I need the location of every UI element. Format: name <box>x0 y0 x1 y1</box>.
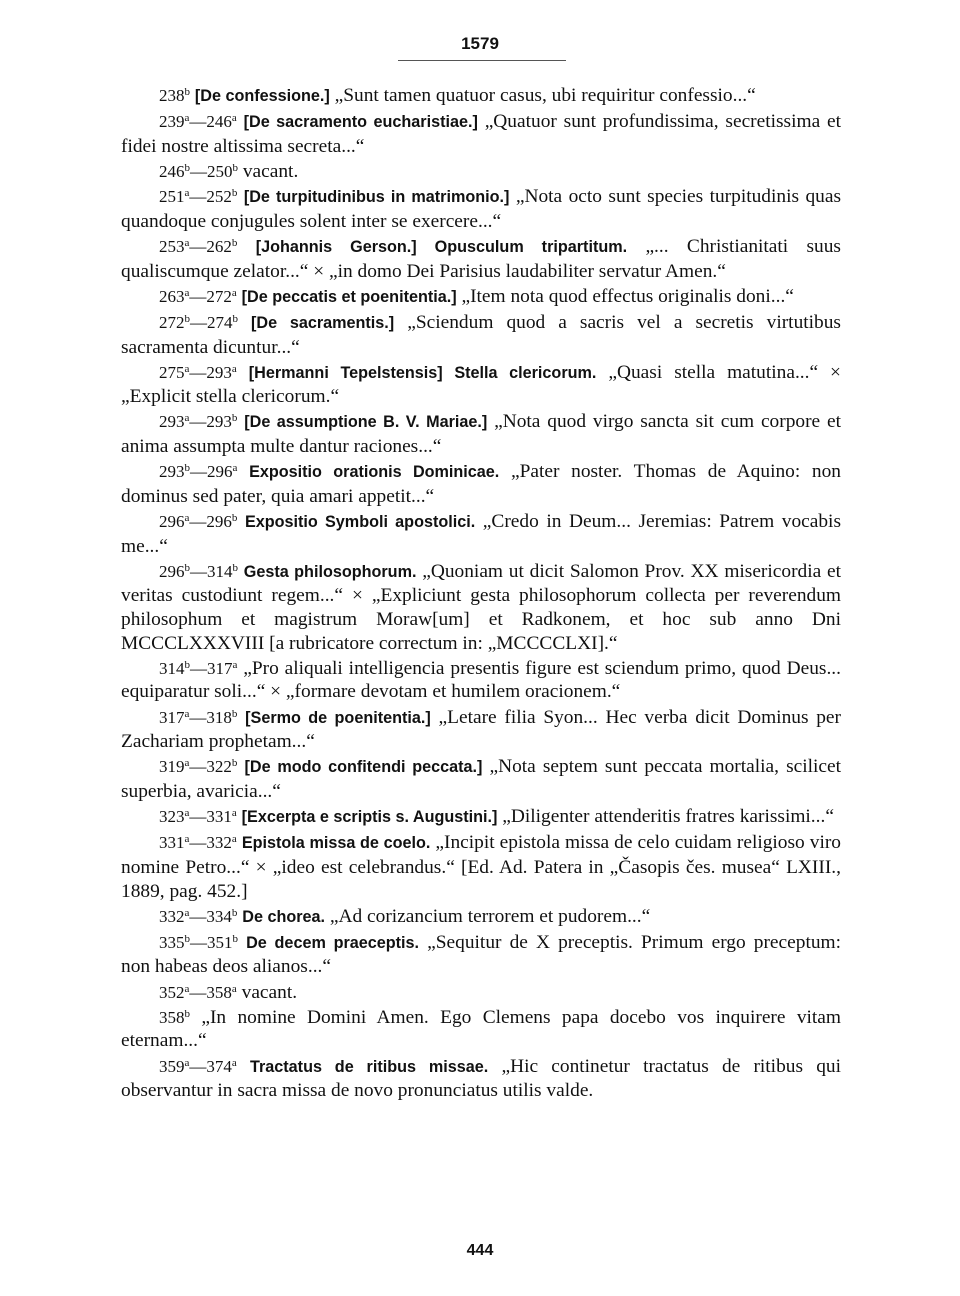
folio-range-dash: — <box>190 658 207 678</box>
folio-reference <box>159 363 237 382</box>
folio-range-dash: — <box>189 906 207 926</box>
folio-start-side: b <box>184 932 190 945</box>
entry-text: „Quoniam ut dicit Salomon Prov. XX misericordia et veritas custodiunt regem...“ × „Expliciunt gesta philosophorum collecta per reverendum philosophum et magistrum Moraw[um] et Radkonem, et hoc sub anno Dni MCCCLXXXVIII [a rubricatore correctum in: „MCCCCLXI].“ <box>121 560 841 654</box>
folio-end-side: a <box>231 362 237 375</box>
entry-title: [De assumptione B. V. Mariae.] <box>244 413 488 432</box>
catalog-entry <box>121 1055 841 1103</box>
folio-end: 274 <box>207 312 233 332</box>
entry-title: Epistola missa de coelo. <box>241 834 431 853</box>
entry-text: „Pater noster. Thomas de Aquino: non dominus sed pater, quia amari appetit...“ <box>121 461 841 507</box>
entry-text: vacant. <box>236 981 298 1003</box>
folio-reference <box>159 1057 237 1076</box>
catalog-entry <box>121 285 841 310</box>
folio-start-side: a <box>184 833 190 846</box>
folio-reference <box>159 313 238 332</box>
catalog-entry <box>121 510 841 558</box>
folio-end-side: b <box>232 161 238 174</box>
folio-reference <box>159 562 238 581</box>
folio-start-side: a <box>184 362 190 375</box>
folio-reference <box>159 983 237 1002</box>
folio-start: 253 <box>159 236 185 256</box>
folio-end: 351 <box>207 932 233 952</box>
folio-reference <box>159 659 237 678</box>
catalog-entry <box>121 361 841 409</box>
page-header-number: 1579 <box>461 34 499 53</box>
catalog-entry <box>121 185 841 233</box>
entry-title: [De modo confitendi peccata.] <box>244 758 483 777</box>
catalog-entry <box>121 805 841 830</box>
catalog-entry <box>121 831 841 903</box>
folio-reference <box>159 833 237 852</box>
folio-end-side: b <box>231 757 238 770</box>
entry-text: „Diligenter attenderitis fratres karissimi...“ <box>497 806 834 828</box>
folio-start-side: b <box>184 1007 190 1020</box>
folio-reference <box>159 412 237 431</box>
folio-range-dash: — <box>189 112 207 132</box>
folio-end-side: a <box>231 286 237 299</box>
folio-start-side: a <box>184 512 190 525</box>
folio-reference <box>159 1008 190 1027</box>
folio-end-side: a <box>232 658 238 671</box>
folio-end-side: b <box>232 561 238 574</box>
header-rule <box>398 60 566 61</box>
folio-start: 358 <box>159 1007 185 1027</box>
folio-end: 322 <box>206 757 232 777</box>
folio-start: 251 <box>159 187 185 207</box>
folio-end-side: b <box>231 187 238 200</box>
catalog-entry <box>121 84 841 109</box>
entry-title: Gesta philosophorum. <box>243 562 417 581</box>
folio-start: 239 <box>159 112 185 132</box>
folio-reference <box>159 907 237 926</box>
folio-end: 246 <box>206 112 232 132</box>
folio-range-dash: — <box>189 512 207 532</box>
entry-text: „In nomine Domini Amen. Ego Clemens papa docebo vos inquirere vitam eternam...“ <box>121 1006 841 1052</box>
folio-reference <box>159 162 238 181</box>
folio-start: 323 <box>159 807 185 827</box>
folio-end: 296 <box>206 512 232 532</box>
folio-start-side: a <box>184 112 190 125</box>
entry-text: „... Christianitati suus qualiscumque zelator...“ × „in domo Dei Parisius laudabiliter servatur Amen.“ <box>121 235 841 282</box>
folio-start: 352 <box>159 982 185 1002</box>
folio-end-side: a <box>231 807 237 820</box>
folio-range-dash: — <box>189 982 207 1002</box>
folio-start-side: a <box>184 757 190 770</box>
entry-title: [Hermanni Tepelstensis] Stella clericorum. <box>248 363 597 382</box>
folio-end: 332 <box>206 833 232 853</box>
folio-start: 332 <box>159 906 185 926</box>
folio-range-dash: — <box>189 187 207 207</box>
folio-range-dash: — <box>189 1056 207 1076</box>
folio-start-side: a <box>184 286 190 299</box>
entry-title: [De sacramento eucharistiae.] <box>243 113 478 132</box>
folio-start: 314 <box>159 658 185 678</box>
folio-start: 293 <box>159 412 185 432</box>
folio-end: 331 <box>206 807 232 827</box>
catalog-entry <box>121 657 841 704</box>
folio-end: 296 <box>207 462 233 482</box>
folio-range-dash: — <box>190 161 207 181</box>
entry-title: Expositio Symboli apostolici. <box>244 513 476 532</box>
folio-start: 296 <box>159 561 185 581</box>
folio-start: 238 <box>159 86 185 105</box>
folio-reference <box>159 933 238 952</box>
folio-start-side: a <box>184 807 190 820</box>
folio-reference <box>159 757 237 776</box>
folio-end-side: b <box>232 932 238 945</box>
entry-text: „Nota octo sunt species turpitudinis quas quandoque conjugules solent inter se exercere...“ <box>121 186 841 232</box>
folio-reference <box>159 462 237 481</box>
folio-end: 272 <box>206 286 232 306</box>
catalog-entry <box>121 311 841 359</box>
folio-start-side: b <box>184 161 190 174</box>
entry-title: De decem praeceptis. <box>246 933 420 952</box>
catalog-entry <box>121 460 841 508</box>
entry-title: [De turpitudinibus in matrimonio.] <box>243 188 510 207</box>
folio-range-dash: — <box>189 362 207 382</box>
entry-title: [Johannis Gerson.] Opusculum tripartitum. <box>255 237 628 256</box>
folio-start-side: a <box>184 906 190 919</box>
folio-end: 318 <box>206 707 232 727</box>
folio-reference <box>159 187 237 206</box>
catalog-entries <box>121 84 841 1104</box>
folio-range-dash: — <box>190 462 207 482</box>
folio-start: 246 <box>159 161 185 181</box>
entry-text: „Nota quod virgo sancta sit cum corpore et anima assumpta multe dantur raciones...“ <box>121 411 841 458</box>
folio-reference <box>159 512 237 531</box>
folio-start-side: a <box>184 982 190 995</box>
folio-end-side: b <box>231 236 238 249</box>
folio-range-dash: — <box>190 312 207 332</box>
catalog-entry <box>121 905 841 930</box>
entry-text: „Quasi stella matutina...“ × „Explicit stella clericorum.“ <box>121 361 841 408</box>
entry-text: „Item nota quod effectus originalis doni...“ <box>456 285 794 307</box>
folio-start-side: a <box>184 236 190 249</box>
catalog-entry <box>121 235 841 283</box>
folio-start: 331 <box>159 833 185 853</box>
folio-start-side: a <box>184 187 190 200</box>
folio-start: 319 <box>159 757 185 777</box>
folio-end-side: a <box>232 462 238 475</box>
folio-end-side: b <box>231 906 238 919</box>
folio-end-side: a <box>231 1056 237 1069</box>
folio-reference <box>159 86 190 105</box>
folio-range-dash: — <box>189 412 207 432</box>
folio-start-side: b <box>184 561 190 574</box>
folio-reference <box>159 112 237 131</box>
catalog-entry <box>121 410 841 458</box>
catalog-entry <box>121 560 841 655</box>
entry-title: Expositio orationis Dominicae. <box>249 463 500 482</box>
entry-title: [De confessione.] <box>194 87 330 105</box>
folio-end-side: a <box>231 112 237 125</box>
folio-start-side: a <box>184 1056 190 1069</box>
folio-range-dash: — <box>190 561 207 581</box>
catalog-entry <box>121 1006 841 1053</box>
entry-title: [De peccatis et poenitentia.] <box>241 287 457 306</box>
folio-end: 252 <box>206 187 232 207</box>
catalog-entry <box>121 755 841 803</box>
entry-text: „Incipit epistola missa de celo cuidam religioso viro nomine Petro...“ × „ideo est celebrandus.“ [Ed. Ad. Patera in „Časopis čes. musea“ LXIII., 1889, pag. 452.] <box>121 832 841 902</box>
folio-reference <box>159 708 237 727</box>
folio-reference <box>159 287 237 306</box>
catalog-entry <box>121 981 841 1005</box>
entry-text: „Letare filia Syon... Hec verba dicit Dominus per Zachariam prophetam...“ <box>121 706 841 753</box>
entry-text: „Ad corizancium terrorem et pudorem...“ <box>325 905 651 927</box>
entry-text: „Hic continetur tractatus de ritibus qui observantur in sacra missa de novo pronunciatus utilis valde. <box>121 1055 841 1102</box>
folio-start-side: a <box>184 707 190 720</box>
entry-text: „Credo in Deum... Jeremias: Patrem vocabis me...“ <box>121 511 841 557</box>
folio-start-side: a <box>184 412 190 425</box>
folio-end: 317 <box>207 658 233 678</box>
folio-start-side: b <box>184 462 190 475</box>
entry-title: [Sermo de poenitentia.] <box>245 708 431 727</box>
entry-title: Tractatus de ritibus missae. <box>249 1057 489 1076</box>
folio-end: 293 <box>206 412 232 432</box>
entry-text: vacant. <box>238 160 299 182</box>
folio-start-side: b <box>184 86 190 98</box>
catalog-entry <box>121 931 841 979</box>
folio-end: 358 <box>206 982 232 1002</box>
folio-reference <box>159 807 237 826</box>
catalog-entry <box>121 160 841 184</box>
folio-range-dash: — <box>189 833 207 853</box>
folio-start: 275 <box>159 362 185 382</box>
folio-start-side: b <box>184 658 190 671</box>
folio-end-side: b <box>231 512 238 525</box>
folio-range-dash: — <box>189 286 207 306</box>
folio-range-dash: — <box>189 236 207 256</box>
folio-range-dash: — <box>189 707 207 727</box>
folio-end: 250 <box>207 161 233 181</box>
folio-start: 296 <box>159 512 185 532</box>
folio-range-dash: — <box>190 932 207 952</box>
folio-reference <box>159 237 237 256</box>
entry-text: „Sequitur de X preceptis. Primum ergo preceptum: non habeas deos alianos...“ <box>121 931 842 978</box>
folio-end: 314 <box>207 561 233 581</box>
folio-start: 263 <box>159 286 185 306</box>
folio-start: 293 <box>159 462 185 482</box>
folio-start: 359 <box>159 1056 185 1076</box>
folio-end-side: b <box>232 312 238 325</box>
folio-end-side: b <box>231 707 238 720</box>
folio-start-side: b <box>184 312 190 325</box>
entry-text: „Sciendum quod a sacris vel a secretis virtutibus sacramenta dicuntur...“ <box>121 311 841 358</box>
catalog-entry <box>121 706 841 754</box>
entry-text: „Nota septem sunt peccata mortalia, scilicet superbia, avaricia...“ <box>121 756 841 802</box>
folio-start: 335 <box>159 932 185 952</box>
catalog-entry <box>121 110 841 158</box>
entry-title: De chorea. <box>242 907 326 926</box>
folio-end-side: b <box>231 412 238 425</box>
entry-text: „Sunt tamen quatuor casus, ubi requiritur confessio...“ <box>329 85 756 106</box>
folio-range-dash: — <box>189 757 207 777</box>
folio-end: 293 <box>206 362 232 382</box>
entry-title: [Excerpta e scriptis s. Augustini.] <box>241 808 498 827</box>
folio-end-side: a <box>231 982 237 995</box>
entry-title: [De sacramentis.] <box>251 313 395 332</box>
folio-start: 272 <box>159 312 185 332</box>
folio-end: 374 <box>206 1056 232 1076</box>
entry-text: „Quatuor sunt profundissima, secretissima et fidei nostre altissima secreta...“ <box>121 111 841 157</box>
entry-text: „Pro aliquali intelligencia presentis figure est sciendum primo, quod Deus... equiparatur soli...“ × „formare devotam et humilem oracionem.“ <box>121 657 841 703</box>
folio-range-dash: — <box>189 807 207 827</box>
folio-end: 262 <box>206 236 232 256</box>
page-footer-number: 444 <box>466 1242 494 1259</box>
folio-start: 317 <box>159 707 185 727</box>
folio-end-side: a <box>231 833 237 846</box>
folio-end: 334 <box>206 906 232 926</box>
